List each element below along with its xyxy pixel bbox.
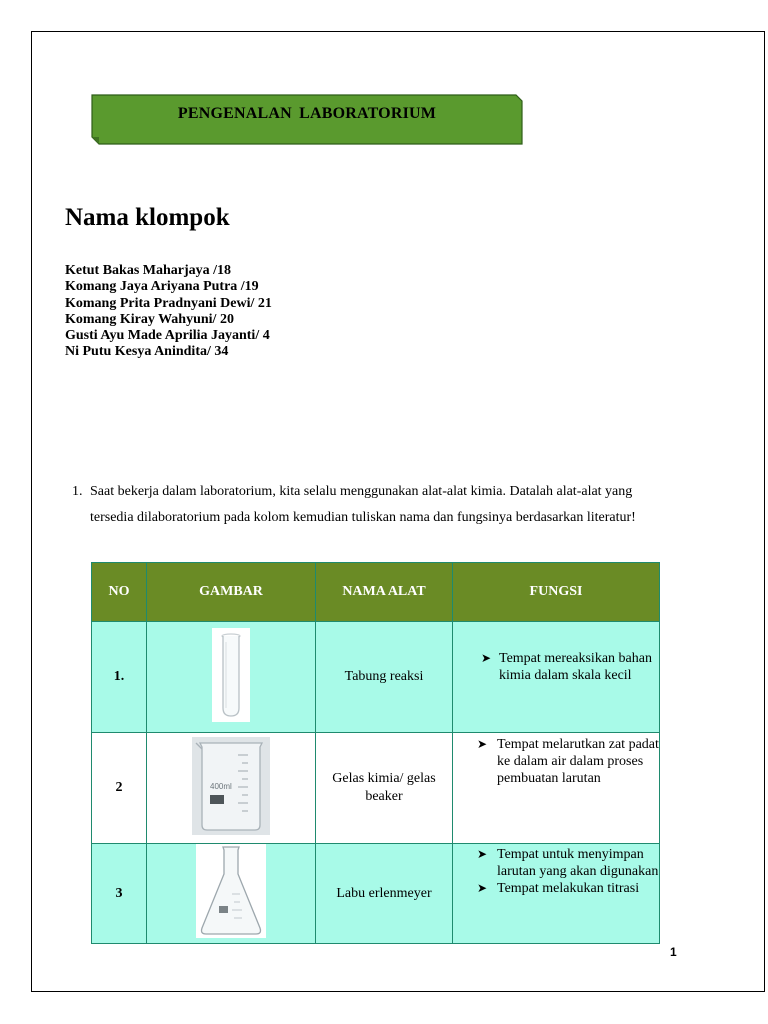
page-number: 1 (670, 945, 677, 959)
row-number: 1. (92, 622, 147, 733)
function-cell (453, 622, 660, 733)
function-text: Tempat untuk menyimpan larutan yang akan digunakan (497, 847, 659, 879)
table-row (92, 733, 660, 844)
table-row (92, 622, 660, 733)
header-gambar: GAMBAR (147, 563, 316, 622)
erlenmeyer-flask-image (196, 844, 266, 938)
question-text: Saat bekerja dalam laboratorium, kita selalu menggunakan alat-alat kimia. Datalah alat-alat yang tersedia dilaboratorium pada kolom kemudian tuliskan nama dan fungsinya berdasarkan literatur! (90, 484, 636, 525)
table-header-row (92, 563, 660, 622)
function-list (453, 650, 659, 684)
header-fungsi: FUNGSI (453, 563, 660, 622)
member-item: Ni Putu Kesya Anindita/ 34 (65, 344, 229, 360)
member-item: Komang Prita Pradnyani Dewi/ 21 (65, 295, 272, 311)
function-list (453, 846, 659, 897)
image-cell (147, 733, 316, 844)
function-cell (453, 844, 660, 944)
function-text: Tempat mereaksikan bahan kimia dalam skala kecil (499, 651, 652, 683)
function-text: Tempat melakukan titrasi (497, 881, 640, 896)
function-list (453, 736, 659, 787)
header-no: NO (92, 563, 147, 622)
arrow-bullet-icon: ➤ (481, 651, 492, 665)
beaker-volume-label: 400ml (210, 781, 232, 791)
function-item (453, 846, 659, 880)
tools-table (91, 562, 660, 944)
tool-name: Gelas kimia/ gelas beaker (316, 733, 453, 844)
header-nama-alat: NAMA ALAT (316, 563, 453, 622)
group-heading: Nama klompok (65, 204, 230, 231)
test-tube-image (212, 628, 250, 722)
tool-name: Tabung reaksi (316, 622, 453, 733)
function-cell (453, 733, 660, 844)
table-row (92, 844, 660, 944)
row-number: 2 (92, 733, 147, 844)
member-item: Komang Jaya Ariyana Putra /19 (65, 279, 259, 295)
function-item (453, 736, 659, 787)
arrow-bullet-icon: ➤ (477, 737, 488, 751)
arrow-bullet-icon: ➤ (477, 847, 488, 861)
function-item (453, 650, 659, 684)
beaker-image (192, 737, 270, 835)
image-cell (147, 844, 316, 944)
member-item: Komang Kiray Wahyuni/ 20 (65, 311, 234, 327)
row-number: 3 (92, 844, 147, 944)
member-list (65, 263, 272, 361)
tool-name: Labu erlenmeyer (316, 844, 453, 944)
banner-title: PENGENALAN LABORATORIUM (177, 105, 437, 122)
question-number: 1. (72, 484, 83, 499)
member-item: Gusti Ayu Made Aprilia Jayanti/ 4 (65, 328, 270, 344)
title-banner (91, 94, 523, 144)
member-item: Ketut Bakas Maharjaya /18 (65, 263, 232, 278)
arrow-bullet-icon: ➤ (477, 881, 488, 895)
question-block (72, 479, 668, 531)
image-cell (147, 622, 316, 733)
function-text: Tempat melarutkan zat padat ke dalam air dalam proses pembuatan larutan (497, 737, 659, 786)
function-item (453, 880, 659, 897)
